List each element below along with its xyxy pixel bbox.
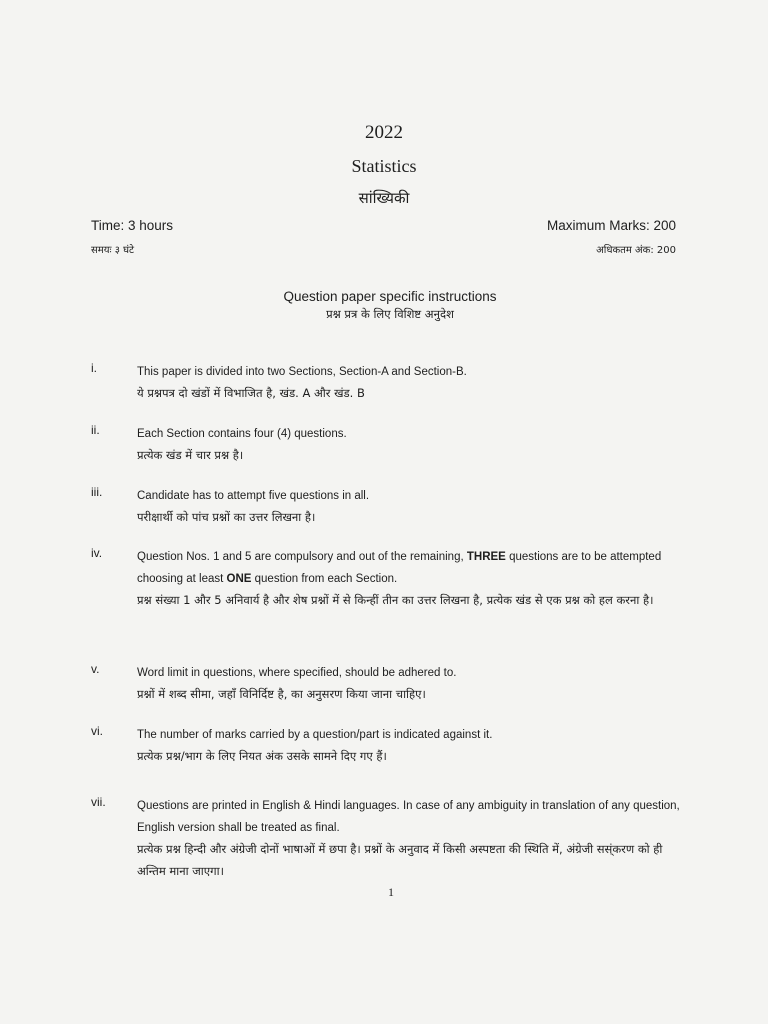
instruction-number: vii. xyxy=(91,795,106,809)
emphasis-three: THREE xyxy=(466,551,506,563)
instruction-number: vi. xyxy=(91,724,103,738)
instruction-text: This paper is divided into two Sections, Section-A and Section-B. xyxy=(137,366,467,378)
instruction-text-hindi: प्रत्येक प्रश्न हिन्दी और अंग्रेजी दोनों भाषाओं में छपा है। प्रश्नों के अनुवाद में किसी अस्पष्टता की स्थिति में, अंग्रेजी सस्ंकरण को ही अन्तिम माना जाएगा। xyxy=(137,842,663,878)
instructions-heading: Question paper specific instructions xyxy=(283,289,497,304)
instruction-number: iv. xyxy=(91,546,103,560)
instruction-number: iii. xyxy=(91,485,103,499)
instruction-text-hindi: परीक्षार्थी को पांच प्रश्नों का उत्तर लिखना है। xyxy=(137,510,316,524)
subject-title: Statistics xyxy=(351,156,417,176)
instruction-text-hindi: ये प्रश्नपत्र दो खंडों में विभाजित है, खंड. A और खंड. B xyxy=(137,386,365,400)
instruction-text: Each Section contains four (4) questions. xyxy=(137,428,347,440)
instruction-text-hindi: प्रत्येक खंड में चार प्रश्न है। xyxy=(137,448,244,462)
instruction-text: The number of marks carried by a question/part is indicated against it. xyxy=(137,729,493,741)
instruction-text-part: Question Nos. 1 and 5 are compulsory and out of the remaining, xyxy=(137,551,464,563)
emphasis-one: ONE xyxy=(226,573,252,585)
instruction-text-hindi: प्रत्येक प्रश्न/भाग के लिए नियत अंक उसके सामने दिए गए हैं। xyxy=(137,749,387,763)
maximum-marks-hindi: अधिकतम अंक: 200 xyxy=(596,245,676,256)
instruction-number: i. xyxy=(91,361,97,375)
instruction-text: Questions are printed in English & Hindi languages. In case of any ambiguity in translation of any question, English version shall be treated as final. xyxy=(137,800,680,834)
instruction-number: ii. xyxy=(91,423,100,437)
instruction-text-part: question from each Section. xyxy=(254,573,398,585)
time-allowed-hindi: समयः ३ घंटे xyxy=(91,245,135,256)
maximum-marks: Maximum Marks: 200 xyxy=(546,218,676,233)
instruction-text-hindi: प्रश्न संख्या 1 और 5 अनिवार्य है और शेष प्रश्नों में से किन्हीं तीन का उत्तर लिखना है, प्रत्येक खंड से एक प्रश्न को हल करना है। xyxy=(137,593,654,607)
subject-title-hindi: सांख्यिकी xyxy=(358,189,410,207)
instruction-text: Candidate has to attempt five questions in all. xyxy=(137,490,370,502)
instruction-number: v. xyxy=(91,662,100,676)
instruction-text xyxy=(137,546,692,590)
instruction-text: Word limit in questions, where specified, should be adhered to. xyxy=(137,667,457,679)
page-number: 1 xyxy=(388,885,394,899)
time-allowed: Time: 3 hours xyxy=(91,218,174,233)
exam-year: 2022 xyxy=(365,122,403,143)
instructions-heading-hindi: प्रश्न प्रत्र के लिए विशिष्ट अनुदेश xyxy=(326,307,454,321)
instruction-text-part: questions are to be attempted choosing at least xyxy=(137,551,662,585)
instruction-text-hindi: प्रश्नों में शब्द सीमा, जहाँ विनिर्दिष्ट है, का अनुसरण किया जाना चाहिए। xyxy=(137,687,426,701)
